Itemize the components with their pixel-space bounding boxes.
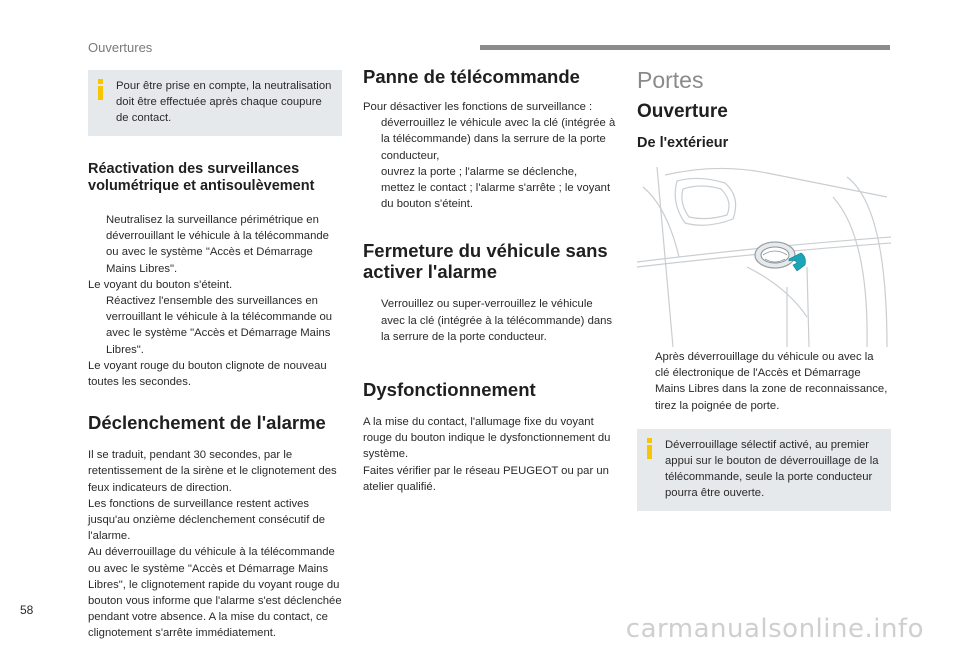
bullet-text: déverrouillez le véhicule avec la clé (intégrée à la télécommande) dans la serrure de la porte conducteur, bbox=[381, 117, 616, 162]
panne-intro: Pour désactiver les fonctions de surveillance : bbox=[363, 101, 593, 113]
fermeture-title bbox=[363, 240, 617, 282]
body-text: Le voyant du bouton s'éteint. bbox=[88, 278, 233, 291]
info-note bbox=[637, 429, 891, 511]
panne-body bbox=[363, 99, 617, 212]
reactivation-title bbox=[88, 161, 342, 195]
watermark: carmanualsonline.info bbox=[625, 614, 924, 644]
door-open-steps bbox=[637, 349, 891, 414]
section-title: Ouverture bbox=[637, 101, 728, 122]
info-icon bbox=[96, 79, 105, 101]
bullet-item bbox=[363, 115, 617, 164]
info-icon bbox=[645, 438, 654, 460]
door-handle-drawing bbox=[637, 167, 891, 347]
bullet-text: Neutralisez la surveillance périmétrique en déverrouillant le véhicule à la télécommande ou avec le système "Accès et Démarrage Mains Libres". bbox=[106, 214, 329, 275]
reactivation-title-line2: volumétrique et antisoulèvement bbox=[88, 178, 315, 194]
declenchement-text: Il se traduit, pendant 30 secondes, par le retentissement de la sirène et le clignotement des feux indicateurs de direction. Les fonctions de surveillance restent actives jusqu'au onzième déclenchement consécutif de l'alarme. Au déverrouillage du véhicule à la télécommande ou avec le système "Accès et Démarrage Mains Libres", le clignotement rapide du voyant rouge du bouton vous informe que l'alarme s'est déclenchée pendant votre absence. A la mise du contact, ce clignotement s'arrête immédiatement. bbox=[88, 449, 342, 640]
bullet-item bbox=[363, 296, 617, 345]
header-section-label: Ouvertures bbox=[88, 40, 153, 55]
bullet-item bbox=[88, 212, 342, 277]
door-handle-illustration bbox=[637, 167, 891, 347]
reactivation-body bbox=[88, 212, 342, 390]
reactivation-title-line1: Réactivation des surveillances bbox=[88, 161, 300, 177]
fermeture-title-line1: Fermeture du véhicule sans bbox=[363, 240, 608, 262]
column-3 bbox=[637, 67, 891, 511]
bullet-item bbox=[363, 164, 617, 180]
bullet-text: ouvrez la porte ; l'alarme se déclenche, bbox=[381, 165, 578, 178]
body-text: Le voyant rouge du bouton clignote de nouveau toutes les secondes. bbox=[88, 359, 327, 389]
info-note-text: Déverrouillage sélectif activé, au premier appui sur le bouton de déverrouillage de la télécommande, seule la porte conducteur pourra être ouverte. bbox=[665, 438, 879, 499]
bullet-text: Verrouillez ou super-verrouillez le véhicule avec la clé (intégrée à la télécommande) dans la serrure de la porte conducteur. bbox=[381, 298, 613, 343]
column-1 bbox=[88, 70, 342, 642]
bullet-item bbox=[637, 349, 891, 414]
panne-title: Panne de télécommande bbox=[363, 66, 580, 87]
dysfonctionnement-text: A la mise du contact, l'allumage fixe du voyant rouge du bouton indique le dysfonctionnement du système. Faites vérifier par le réseau PEUGEOT ou par un atelier qualifié. bbox=[363, 416, 611, 493]
bullet-text: Après déverrouillage du véhicule ou avec la clé électronique de l'Accès et Démarrage Mains Libres dans la zone de reconnaissance, tirez la poignée de porte. bbox=[655, 351, 888, 412]
bullet-item bbox=[363, 180, 617, 212]
header-divider bbox=[480, 45, 890, 50]
page-number: 58 bbox=[20, 603, 34, 617]
bullet-text: mettez le contact ; l'alarme s'arrête ; le voyant du bouton s'éteint. bbox=[381, 182, 611, 211]
bullet-text: Réactivez l'ensemble des surveillances en verrouillant le véhicule à la télécommande ou avec le système "Accès et Démarrage Mains Libres". bbox=[106, 295, 333, 356]
fermeture-body bbox=[363, 296, 617, 345]
info-note-text: Pour être prise en compte, la neutralisation doit être effectuée après chaque coupure de contact. bbox=[116, 80, 332, 124]
info-note bbox=[88, 70, 342, 136]
chapter-title: Portes bbox=[637, 67, 704, 93]
declenchement-title: Déclenchement de l'alarme bbox=[88, 412, 326, 434]
subsection-title: De l'extérieur bbox=[637, 135, 729, 151]
fermeture-title-line2: activer l'alarme bbox=[363, 261, 497, 283]
dysfonctionnement-title: Dysfonctionnement bbox=[363, 379, 536, 401]
column-2 bbox=[363, 66, 617, 495]
bullet-item bbox=[88, 293, 342, 358]
